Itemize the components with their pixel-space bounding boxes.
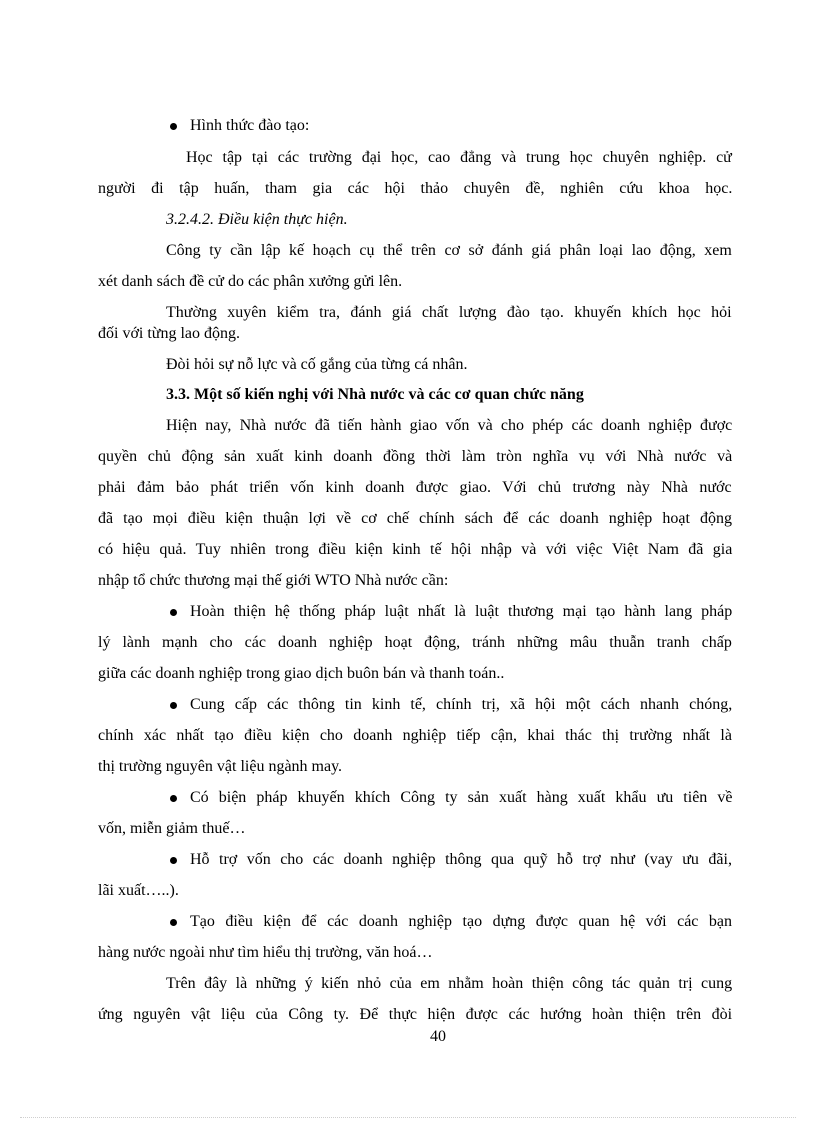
- para1-line2: người đi tập huấn, tham gia các hội thảo chuyên đề, nghiên cứu khoa học.: [98, 180, 733, 197]
- bullet-info-line3: thị trường nguyên vật liệu ngành may.: [98, 758, 343, 775]
- para5-line5: có hiệu quả. Tuy nhiên trong điều kiện kinh tế hội nhập và với việc Việt Nam đã gia: [98, 541, 733, 558]
- page-number: 40: [430, 1028, 446, 1045]
- para6-line1: Trên đây là những ý kiến nhỏ của em nhằm hoàn thiện công tác quản trị cung: [166, 975, 733, 992]
- bullet-relations-line1: Tạo điều kiện để các doanh nghiệp tạo dựng được quan hệ với các bạn: [190, 913, 732, 930]
- bullet-dot-icon: [170, 919, 177, 926]
- bullet-dot-icon: [170, 795, 177, 802]
- bullet-export-line1: Có biện pháp khuyến khích Công ty sản xuất hàng xuất khẩu ưu tiên về: [190, 789, 733, 806]
- bullet-law-line3: giữa các doanh nghiệp trong giao dịch buôn bán và thanh toán..: [98, 665, 505, 682]
- heading-33: 3.3. Một số kiến nghị với Nhà nước và các cơ quan chức năng: [166, 386, 584, 403]
- para3-line2: đối với từng lao động.: [98, 325, 241, 342]
- bullet-capital-line2: lãi xuất…..).: [98, 882, 179, 899]
- bullet-info-line1: Cung cấp các thông tin kinh tế, chính trị, xã hội một cách nhanh chóng,: [190, 696, 733, 713]
- para5-line3: phải đảm bảo phát triển vốn kinh doanh được giao. Với chủ trương này Nhà nước: [98, 479, 732, 496]
- para2-line1: Công ty cần lập kế hoạch cụ thể trên cơ sở đánh giá phân loại lao động, xem: [166, 242, 732, 259]
- para6-line2: ứng nguyên vật liệu của Công ty. Để thực hiện được các hướng hoàn thiện trên đòi: [98, 1006, 733, 1023]
- bullet-info-line2: chính xác nhất tạo điều kiện cho doanh nghiệp tiếp cận, khai thác thị trường nhất là: [98, 727, 732, 744]
- bullet-capital-line1: Hỗ trợ vốn cho các doanh nghiệp thông qua quỹ hỗ trợ như (vay ưu đãi,: [190, 851, 732, 868]
- para5-line6: nhập tổ chức thương mại thế giới WTO Nhà nước cần:: [98, 572, 449, 589]
- para3-line1: Thường xuyên kiểm tra, đánh giá chất lượng đào tạo. khuyến khích học hỏi: [166, 304, 732, 321]
- para5-line2: quyền chủ động sản xuất kinh doanh đồng thời làm tròn nghĩa vụ với Nhà nước và: [98, 448, 733, 465]
- subheading-3242: 3.2.4.2. Điều kiện thực hiện.: [166, 211, 348, 228]
- bullet-law-line2: lý lành mạnh cho các doanh nghiệp hoạt động, tránh những mâu thuẫn tranh chấp: [98, 634, 732, 651]
- para5-line1: Hiện nay, Nhà nước đã tiến hành giao vốn và cho phép các doanh nghiệp được: [166, 417, 733, 434]
- bullet-law-line1: Hoàn thiện hệ thống pháp luật nhất là luật thương mại tạo hành lang pháp: [190, 603, 733, 620]
- bullet-dot-icon: [170, 702, 177, 709]
- para1-line1: Học tập tại các trường đại học, cao đẳng và trung học chuyên nghiệp. cử: [186, 149, 732, 166]
- bullet-relations-line2: hàng nước ngoài như tìm hiểu thị trường, văn hoá…: [98, 944, 433, 961]
- bullet-dot-icon: [170, 609, 177, 616]
- bullet-export-line2: vốn, miễn giảm thuế…: [98, 820, 246, 837]
- bullet-heading-training-form: Hình thức đào tạo:: [190, 117, 310, 134]
- para4-line: Đòi hỏi sự nỗ lực và cố gắng của từng cá nhân.: [166, 356, 468, 373]
- para2-line2: xét danh sách đề cử do các phân xưởng gửi lên.: [98, 273, 403, 290]
- para5-line4: đã tạo mọi điều kiện thuận lợi về cơ chế chính sách để các doanh nghiệp hoạt động: [98, 510, 732, 527]
- bullet-dot-icon: [170, 123, 177, 130]
- bullet-dot-icon: [170, 857, 177, 864]
- footer-divider: [20, 1117, 796, 1118]
